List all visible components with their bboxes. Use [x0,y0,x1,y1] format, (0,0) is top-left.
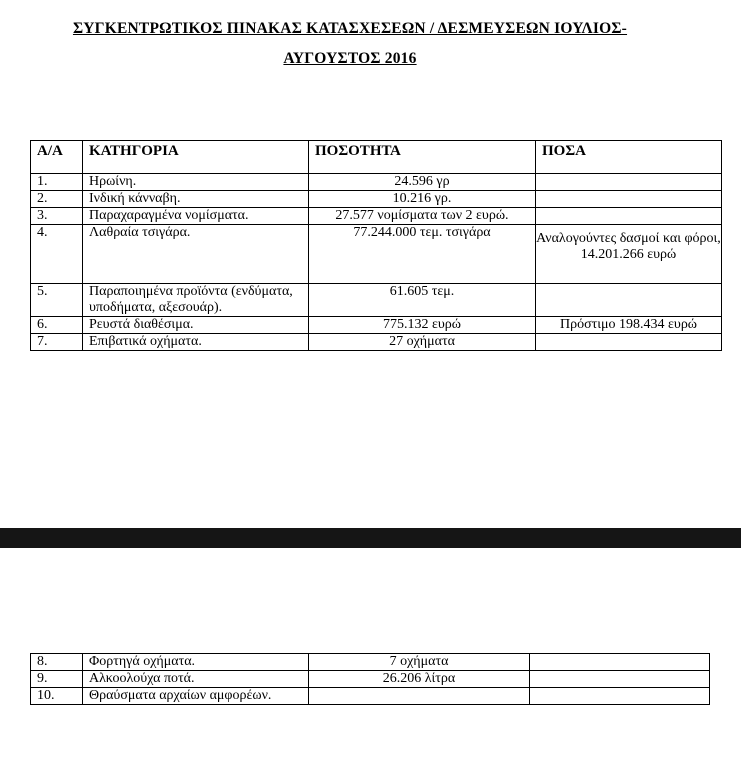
table-header-row [31,141,722,174]
row-amount [530,671,710,688]
row-number: 2. [31,191,83,208]
table-row [31,225,722,284]
row-category: Αλκοολούχα ποτά. [83,671,309,688]
row-quantity: 61.605 τεμ. [309,284,536,317]
table-row [31,317,722,334]
seizures-table-part1 [30,140,722,351]
row-quantity: 77.244.000 τεμ. τσιγάρα [309,225,536,284]
row-number: 9. [31,671,83,688]
row-category: Ρευστά διαθέσιμα. [83,317,309,334]
table-row [31,191,722,208]
table-row [31,654,710,671]
row-amount [536,191,722,208]
row-category: Θραύσματα αρχαίων αμφορέων. [83,688,309,705]
header-quantity: ΠΟΣΟΤΗΤΑ [309,141,536,174]
row-quantity: 26.206 λίτρα [309,671,530,688]
row-number: 3. [31,208,83,225]
table-row [31,174,722,191]
table-row [31,208,722,225]
table-row [31,671,710,688]
row-number: 7. [31,334,83,351]
row-quantity: 27 οχήματα [309,334,536,351]
row-category: Φορτηγά οχήματα. [83,654,309,671]
header-amount: ΠΟΣΑ [536,141,722,174]
row-amount [536,208,722,225]
table-row [31,688,710,705]
row-number: 5. [31,284,83,317]
page-divider [0,528,741,548]
row-amount [530,654,710,671]
header-aa: Α/Α [31,141,83,174]
row-amount [536,284,722,317]
row-quantity: 27.577 νομίσματα των 2 ευρώ. [309,208,536,225]
row-quantity [309,688,530,705]
document-title-line1: ΣΥΓΚΕΝΤΡΩΤΙΚΟΣ ΠΙΝΑΚΑΣ ΚΑΤΑΣΧΕΣΕΩΝ / ΔΕΣΜΕΥΣΕΩΝ ΙΟΥΛΙΟΣ- [72,20,628,37]
row-category: Παραποιημένα προϊόντα (ενδύματα, υποδήματα, αξεσουάρ). [83,284,309,317]
table-row [31,334,722,351]
row-quantity: 24.596 γρ [309,174,536,191]
header-category: ΚΑΤΗΓΟΡΙΑ [83,141,309,174]
table-row [31,284,722,317]
row-quantity: 10.216 γρ. [309,191,536,208]
row-category: Επιβατικά οχήματα. [83,334,309,351]
row-quantity: 775.132 ευρώ [309,317,536,334]
row-category: Παραχαραγμένα νομίσματα. [83,208,309,225]
row-category: Ινδική κάνναβη. [83,191,309,208]
row-amount [530,688,710,705]
row-number: 8. [31,654,83,671]
row-category: Λαθραία τσιγάρα. [83,225,309,284]
row-amount [536,334,722,351]
row-number: 1. [31,174,83,191]
row-number: 4. [31,225,83,284]
row-amount: Αναλογούντες δασμοί και φόροι, 14.201.266 ευρώ [536,225,722,284]
row-number: 10. [31,688,83,705]
row-quantity: 7 οχήματα [309,654,530,671]
document-title-line2: ΑΥΓΟΥΣΤΟΣ 2016 [283,50,417,67]
row-amount [536,174,722,191]
row-amount: Πρόστιμο 198.434 ευρώ [536,317,722,334]
seizures-table-part2 [30,653,710,705]
row-number: 6. [31,317,83,334]
row-category: Ηρωίνη. [83,174,309,191]
